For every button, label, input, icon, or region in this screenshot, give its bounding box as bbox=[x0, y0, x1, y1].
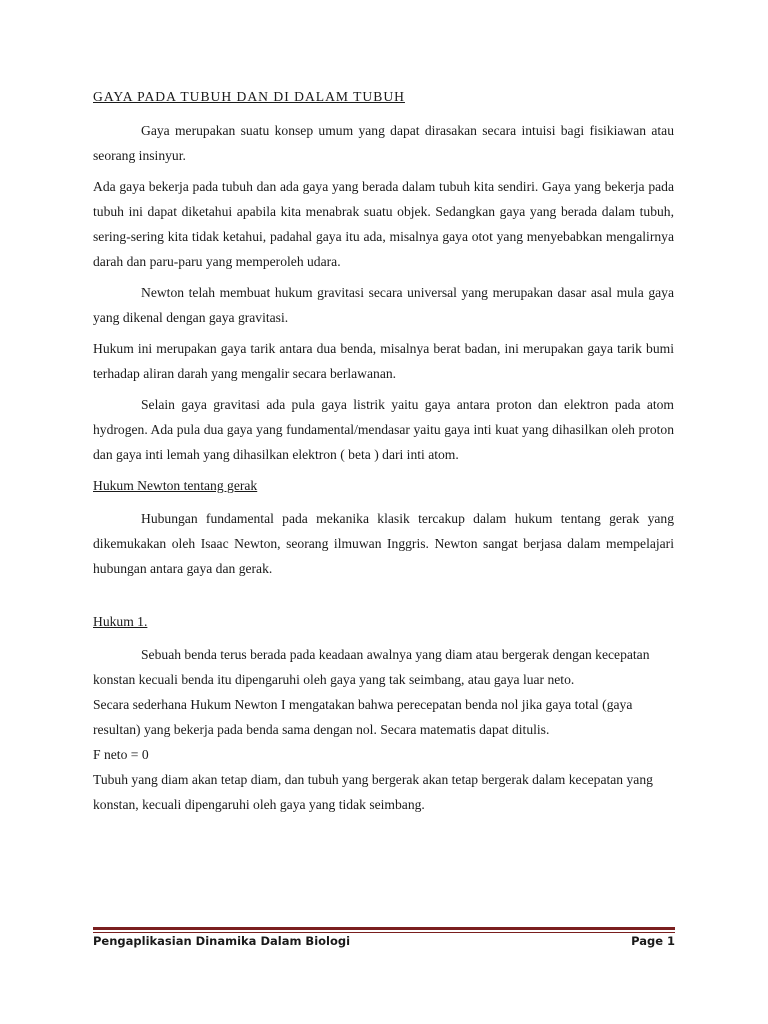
paragraph-closing: Tubuh yang diam akan tetap diam, dan tubuh yang bergerak akan tetap bergerak dalam kecepatan yang konstan, kecuali dipengaruhi oleh gaya yang tidak seimbang. bbox=[93, 772, 653, 812]
document-body bbox=[93, 86, 674, 817]
paragraph-hukum-1: Sebuah benda terus berada pada keadaan awalnya yang diam atau bergerak dengan kecepatan konstan kecuali benda itu dipengaruhi oleh gaya yang tak seimbang, atau gaya luar neto. bbox=[93, 647, 650, 687]
paragraph-hukum-1-simple: Secara sederhana Hukum Newton I mengatakan bahwa perecepatan benda nol jika gaya total (gaya resultan) yang bekerja pada benda sama dengan nol. Secara matematis dapat ditulis. bbox=[93, 697, 633, 737]
paragraph-3: Newton telah membuat hukum gravitasi secara universal yang merupakan dasar asal mula gaya yang dikenal dengan gaya gravitasi. bbox=[93, 285, 674, 325]
footer-title: Pengaplikasian Dinamika Dalam Biologi bbox=[93, 934, 351, 948]
page-number: Page 1 bbox=[631, 934, 675, 948]
paragraph-2: Ada gaya bekerja pada tubuh dan ada gaya yang berada dalam tubuh kita sendiri. Gaya yang bekerja pada tubuh ini dapat diketahui apabila kita menabrak suatu objek. Sedangkan gaya yang berada dalam tubuh, sering-sering kita tidak ketahui, padahal gaya itu ada, misalnya gaya otot yang menyebabkan mengalirnya darah dan paru-paru yang memperoleh udara. bbox=[93, 179, 674, 269]
subheading-newton: Hukum Newton tentang gerak bbox=[93, 478, 258, 493]
paragraph-5: Selain gaya gravitasi ada pula gaya listrik yaitu gaya antara proton dan elektron pada atom hydrogen. Ada pula dua gaya yang fundamental/mendasar yaitu gaya inti kuat yang dihasilkan oleh proton dan gaya inti lemah yang dihasilkan elektron ( beta ) dari inti atom. bbox=[93, 397, 674, 462]
page-title: GAYA PADA TUBUH DAN DI DALAM TUBUH bbox=[93, 89, 405, 104]
footer-rule-thin bbox=[93, 932, 675, 933]
page-footer bbox=[93, 934, 675, 948]
paragraph-newton: Hubungan fundamental pada mekanika klasik tercakup dalam hukum tentang gerak yang dikemukakan oleh Isaac Newton, seorang ilmuwan Inggris. Newton sangat berjasa dalam mempelajari hubungan antara gaya dan gerak. bbox=[93, 511, 674, 576]
formula: F neto = 0 bbox=[93, 747, 149, 762]
footer-rule-thick bbox=[93, 927, 675, 930]
paragraph-4: Hukum ini merupakan gaya tarik antara dua benda, misalnya berat badan, ini merupakan gaya tarik bumi terhadap aliran darah yang mengalir secara berlawanan. bbox=[93, 341, 674, 381]
spacer bbox=[93, 587, 674, 609]
paragraph-1: Gaya merupakan suatu konsep umum yang dapat dirasakan secara intuisi bagi fisikiawan atau seorang insinyur. bbox=[93, 123, 674, 163]
subheading-hukum-1: Hukum 1. bbox=[93, 614, 148, 629]
footer-rule bbox=[93, 927, 675, 933]
